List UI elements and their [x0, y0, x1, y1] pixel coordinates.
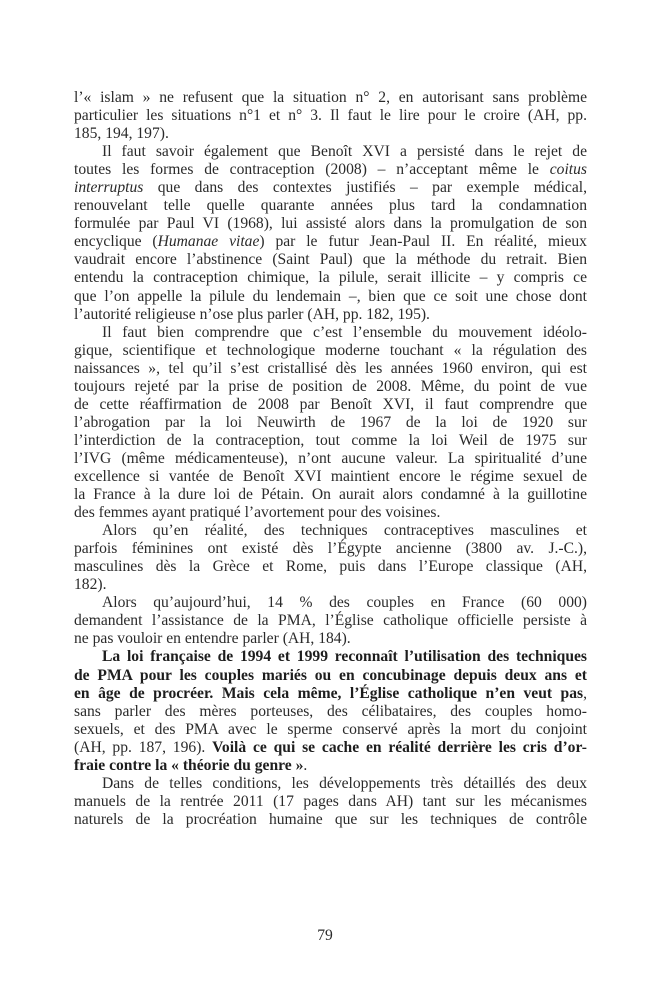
- text-run: toutes les formes de contraception (2008) – n’acceptant même le: [74, 161, 550, 179]
- text-line: [74, 306, 587, 324]
- bold-text: Voilà ce qui se cache en réalité derrière les cris d’or-: [212, 738, 587, 756]
- text-line: [74, 558, 587, 576]
- text-run: l’abrogation par la loi Neuwirth de 1967 de la loi de 1920 sur: [74, 413, 587, 431]
- text-run: 185, 194, 197).: [74, 125, 169, 143]
- text-run: gique, scientifique et technologique moderne touchant « la régulation des: [74, 341, 587, 359]
- text-run: parfois féminines ont existé dès l’Égypte ancienne (3800 av. J.-C.),: [74, 540, 587, 558]
- text-line: [74, 540, 587, 558]
- text-line: [74, 504, 587, 522]
- text-run: demandent l’assistance de la PMA, l’Église catholique officielle persiste à: [74, 612, 587, 630]
- text-line: [74, 612, 587, 630]
- text-line: [74, 269, 587, 287]
- text-line: [74, 522, 587, 540]
- bold-text: La loi française de 1994 et 1999 reconnaît l’utilisation des techniques: [102, 648, 587, 666]
- text-line: [74, 703, 587, 721]
- text-run: masculines dès la Grèce et Rome, puis dans l’Europe classique (AH,: [74, 558, 587, 576]
- text-run: ne pas vouloir en entendre parler (AH, 184).: [74, 630, 351, 648]
- text-run: que l’on appelle la pilule du lendemain –, bien que ce soit une chose dont: [74, 287, 587, 305]
- text-run: manuels de la rentrée 2011 (17 pages dans AH) tant sur les mécanismes: [74, 792, 587, 810]
- text-line: [74, 396, 587, 414]
- text-run: ,: [583, 684, 587, 702]
- text-line: [74, 648, 587, 666]
- text-line: [74, 667, 587, 685]
- text-line: [74, 739, 587, 757]
- paragraph-p3: [74, 324, 587, 523]
- paragraph-p7: [74, 775, 587, 829]
- text-line: [74, 721, 587, 739]
- bold-text: en âge de procréer. Mais cela même, l’Église catholique n’en veut pas: [74, 684, 584, 702]
- text-line: [74, 811, 587, 829]
- text-line: [74, 414, 587, 432]
- text-line: [74, 594, 587, 612]
- text-run: que dans des contextes justifiés – par exemple médical,: [143, 179, 587, 197]
- paragraph-p2: [74, 143, 587, 323]
- text-line: [74, 360, 587, 378]
- text-line: [74, 161, 587, 179]
- text-run: l’« islam » ne refusent que la situation n° 2, en autorisant sans problème: [74, 89, 587, 106]
- text-run: encyclique (: [74, 233, 158, 251]
- text-line: [74, 757, 587, 775]
- text-line: [74, 179, 587, 197]
- text-line: [74, 486, 587, 504]
- text-run: naissances », tel qu’il s’est cristallisé dès les années 1960 environ, qui est: [74, 359, 587, 377]
- text-line: [74, 215, 587, 233]
- text-line: [74, 576, 587, 594]
- text-line: [74, 125, 587, 143]
- text-line: [74, 450, 587, 468]
- text-run: Il faut savoir également que Benoît XVI a persisté dans le rejet de: [102, 143, 587, 161]
- bold-text: de PMA pour les couples mariés ou en concubinage depuis deux ans et: [74, 666, 587, 684]
- text-line: [74, 685, 587, 703]
- text-line: [74, 468, 587, 486]
- paragraph-p5: [74, 594, 587, 648]
- text-run: de cette réaffirmation de 2008 par Benoît XVI, il faut comprendre que: [74, 395, 587, 413]
- text-run: excellence si vantée de Benoît XVI maintient encore le régime sexuel de: [74, 467, 587, 485]
- paragraph-p6: [74, 648, 587, 774]
- text-line: [74, 107, 587, 125]
- text-line: [74, 432, 587, 450]
- text-line: [74, 324, 587, 342]
- italic-text: coitus: [549, 161, 587, 179]
- text-run: l’interdiction de la contraception, tout comme la loi Weil de 1975 sur: [74, 431, 587, 449]
- text-line: [74, 89, 587, 107]
- text-run: des femmes ayant pratiqué l’avortement pour des voisines.: [74, 504, 441, 522]
- text-run: la France à la dure loi de Pétain. On aurait alors condamné à la guillotine: [74, 486, 587, 504]
- text-line: [74, 793, 587, 811]
- page-body: [74, 89, 587, 829]
- text-line: [74, 288, 587, 306]
- text-line: [74, 378, 587, 396]
- text-run: formulée par Paul VI (1968), lui assisté alors dans la promulgation de son: [74, 215, 587, 233]
- text-line: [74, 143, 587, 161]
- page-number: 79: [317, 927, 333, 944]
- text-run: renouvelant telle quelle quarante années plus tard la condamnation: [74, 197, 587, 215]
- italic-text: interruptus: [74, 179, 144, 197]
- text-run: Dans de telles conditions, les développements très détaillés des deux: [102, 774, 587, 792]
- text-run: Alors qu’en réalité, des techniques contraceptives masculines et: [102, 522, 587, 540]
- text-run: ) par le futur Jean-Paul II. En réalité, mieux: [259, 233, 587, 251]
- text-run: Alors qu’aujourd’hui, 14 % des couples en France (60 000): [102, 594, 587, 612]
- text-run: (AH, pp. 187, 196).: [74, 738, 213, 756]
- text-line: [74, 251, 587, 269]
- text-line: [74, 630, 587, 648]
- text-run: .: [303, 756, 308, 774]
- text-line: [74, 233, 587, 251]
- bold-text: fraie contre la « théorie du genre »: [74, 756, 304, 774]
- text-run: 182).: [74, 576, 107, 594]
- text-line: [74, 342, 587, 360]
- text-line: [74, 775, 587, 793]
- text-run: naturels de la procréation humaine que sur les techniques de contrôle: [74, 810, 587, 828]
- text-run: l’autorité religieuse n’ose plus parler (AH, pp. 182, 195).: [74, 305, 430, 323]
- paragraph-p1: [74, 89, 587, 143]
- paragraph-p4: [74, 522, 587, 594]
- text-run: toujours rejeté par la prise de position de 2008. Même, du point de vue: [74, 377, 587, 395]
- text-run: vaudrait encore l’abstinence (Saint Paul) que la méthode du retrait. Bien: [74, 251, 587, 269]
- text-run: sexuels, et des PMA avec le sperme conservé après la mort du conjoint: [74, 720, 587, 738]
- text-run: sans parler des mères porteuses, des célibataires, des couples homo-: [74, 702, 587, 720]
- text-run: entendu la contraception chimique, la pilule, serait illicite – y compris ce: [74, 269, 587, 287]
- text-run: Il faut bien comprendre que c’est l’ensemble du mouvement idéolo-: [102, 323, 587, 341]
- text-run: particulier les situations n°1 et n° 3. Il faut le lire pour le croire (AH, pp.: [74, 107, 587, 125]
- text-run: l’IVG (même médicamenteuse), n’ont aucune valeur. La spiritualité d’une: [74, 449, 587, 467]
- italic-text: Humanae vitae: [157, 233, 260, 251]
- text-line: [74, 197, 587, 215]
